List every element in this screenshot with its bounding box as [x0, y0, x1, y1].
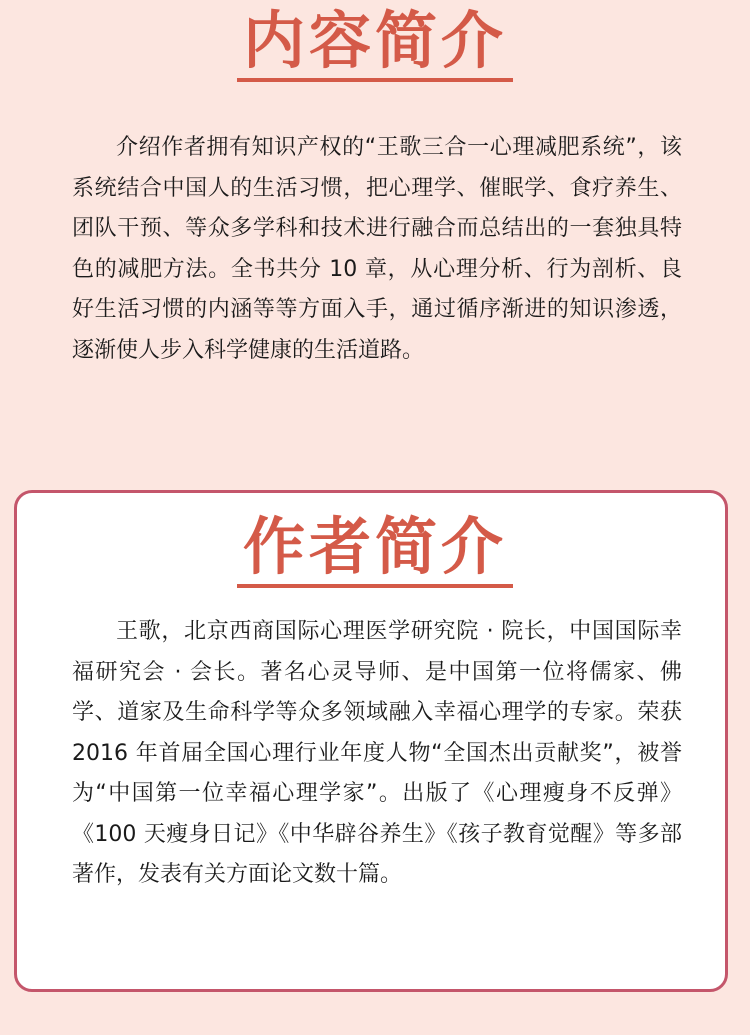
- content-intro-paragraph: 介绍作者拥有知识产权的“王歌三合一心理减肥系统”，该系统结合中国人的生活习惯，把心理学、催眠学、食疗养生、团队干预、等众多学科和技术进行融合而总结出的一套独具特色的减肥方法。全书共分 10 章，从心理分析、行为剖析、良好生活习惯的内涵等等方面入手，通过循序渐进的知识渗透，逐渐使人步入科学健康的生活道路。: [72, 135, 682, 363]
- author-intro-heading: [0, 512, 750, 588]
- content-intro-heading: [0, 6, 750, 82]
- content-intro-title: 内容简介: [237, 6, 513, 82]
- author-intro-title: 作者简介: [237, 512, 513, 588]
- author-intro-paragraph: 王歌，北京西商国际心理医学研究院 · 院长，中国国际幸福研究会 · 会长。著名心灵导师、是中国第一位将儒家、佛学、道家及生命科学等众多领域融入幸福心理学的专家。荣获 2016 年首届全国心理行业年度人物“全国杰出贡献奖”，被誉为“中国第一位幸福心理学家”。出版了《心理瘦身不反弹》《100 天瘦身日记》《中华辟谷养生》《孩子教育觉醒》等多部著作，发表有关方面论文数十篇。: [72, 619, 682, 887]
